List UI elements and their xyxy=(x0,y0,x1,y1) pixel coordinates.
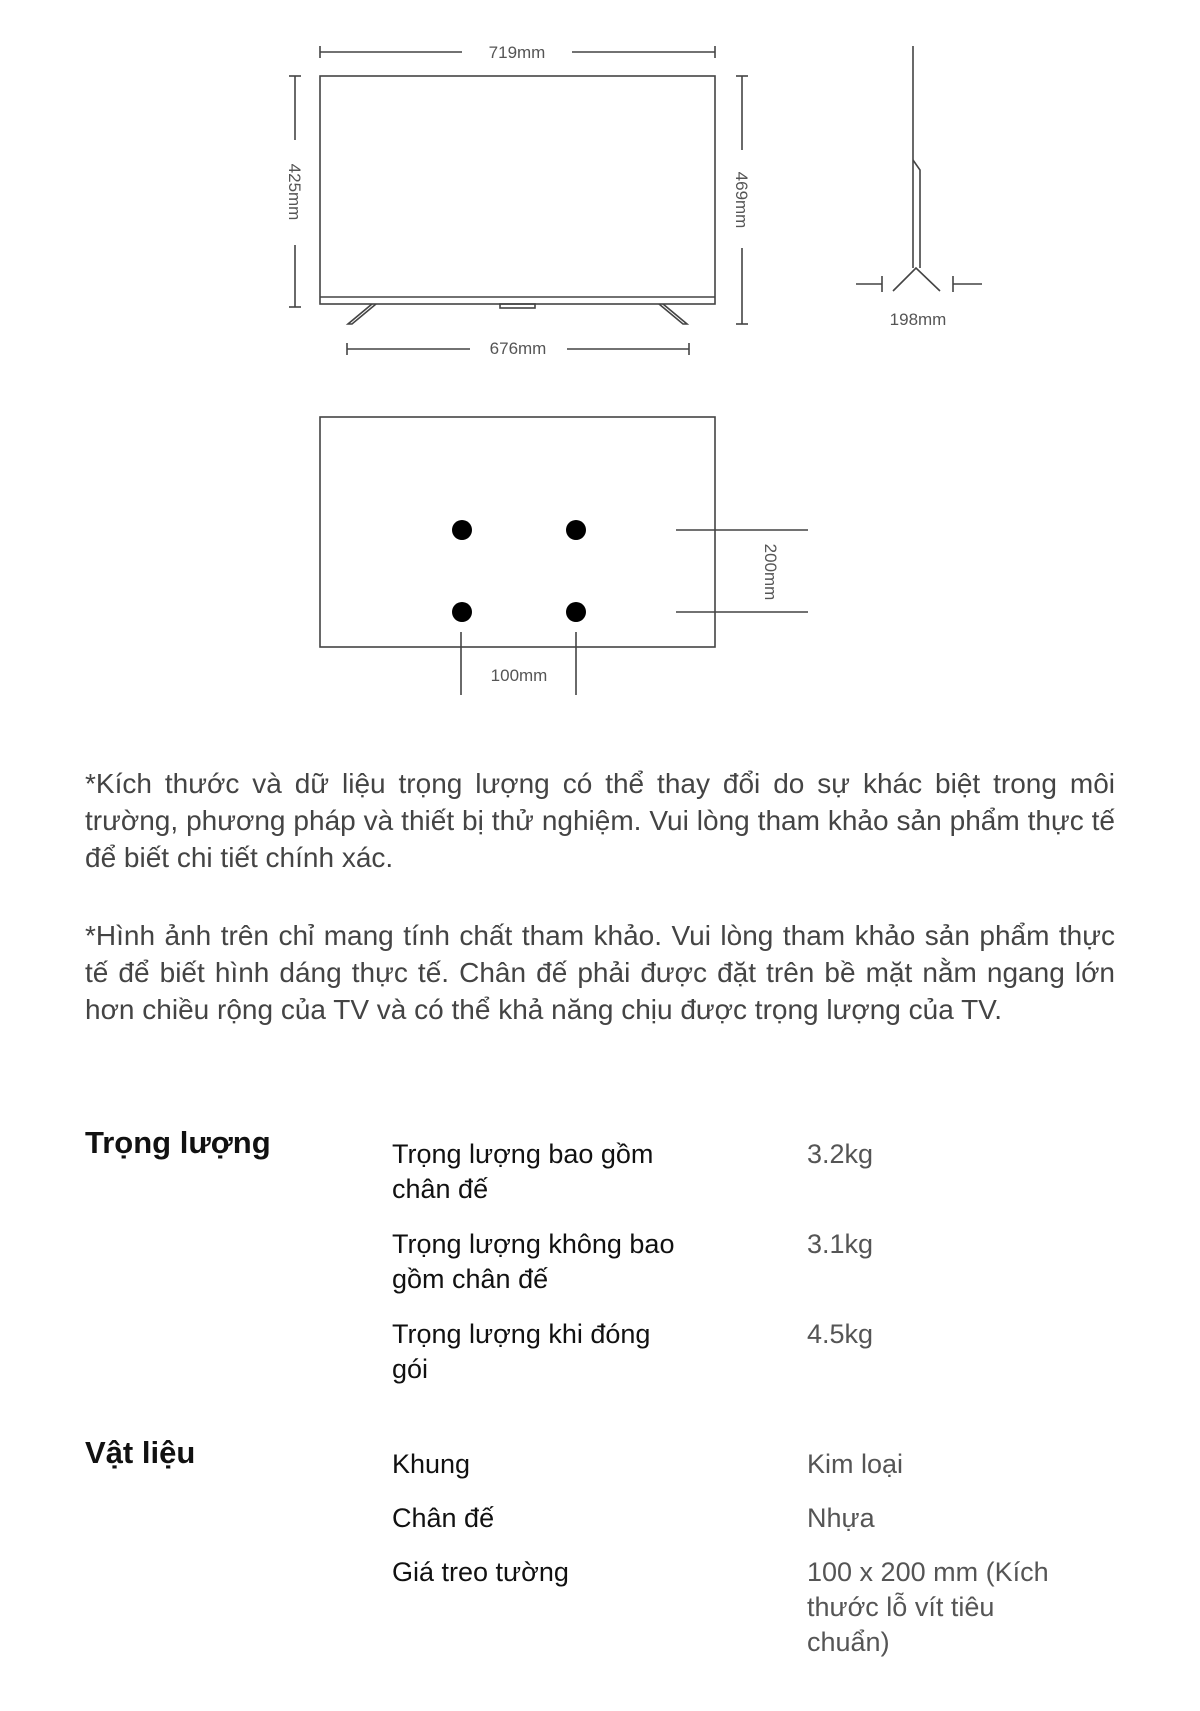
spec-group-title: Trọng lượng xyxy=(85,1125,271,1160)
tv-right-foot xyxy=(659,304,687,324)
spec-label: Trọng lượng không bao gồm chân đế xyxy=(392,1229,675,1294)
spec-value: 100 x 200 mm (Kích thước lỗ vít tiêu chuẩn) xyxy=(807,1557,1049,1657)
stand-span-label: 676mm xyxy=(489,339,547,358)
tv-side-stand xyxy=(893,268,940,291)
dimension-diagram xyxy=(0,0,1200,720)
total-height-label: 469mm xyxy=(732,171,751,229)
spec-value: 3.2kg xyxy=(807,1139,874,1169)
tv-front-outline xyxy=(320,76,715,304)
vesa-horizontal-label: 100mm xyxy=(490,666,548,685)
disclaimer-note-image: *Hình ảnh trên chỉ mang tính chất tham khảo. Vui lòng tham khảo sản phẩm thực tế để biết hình dáng thực tế. Chân đế phải được đặt trên bề mặt nằm ngang lớn hơn chiều rộng của TV và có thể khả năng chịu được trọng lượng của TV. xyxy=(85,920,1115,1025)
front-view xyxy=(289,46,748,355)
spec-table xyxy=(85,1125,1115,1695)
vesa-hole xyxy=(452,520,472,540)
screen-height-label: 425mm xyxy=(285,163,304,221)
vesa-holes xyxy=(452,520,586,622)
tv-logo-bar xyxy=(500,304,535,308)
vesa-vertical-label: 200mm xyxy=(761,543,780,601)
tv-side-back xyxy=(913,160,920,268)
spec-label: Khung xyxy=(392,1449,471,1479)
tv-back-outline xyxy=(320,417,715,647)
spec-group-weight xyxy=(85,1125,1115,1435)
depth-label: 198mm xyxy=(889,310,947,329)
spec-value: 4.5kg xyxy=(807,1319,874,1349)
tv-left-foot xyxy=(348,304,376,324)
spec-label: Chân đế xyxy=(392,1503,495,1533)
spec-label: Giá treo tường xyxy=(392,1557,569,1587)
disclaimer-note-dimensions: *Kích thước và dữ liệu trọng lượng có thể thay đổi do sự khác biệt trong môi trường, phương pháp và thiết bị thử nghiệm. Vui lòng tham khảo sản phẩm thực tế để biết chi tiết chính xác. xyxy=(85,768,1115,873)
spec-group-title: Vật liệu xyxy=(85,1435,196,1470)
side-view xyxy=(856,46,982,292)
spec-value: 3.1kg xyxy=(807,1229,874,1259)
spec-label: Trọng lượng bao gồm chân đế xyxy=(392,1139,654,1204)
spec-value: Kim loại xyxy=(807,1449,904,1479)
spec-value: Nhựa xyxy=(807,1503,875,1533)
spec-group-material xyxy=(85,1435,1115,1695)
vesa-hole xyxy=(452,602,472,622)
spec-label: Trọng lượng khi đóng gói xyxy=(392,1319,651,1384)
vesa-hole xyxy=(566,520,586,540)
back-view xyxy=(320,417,808,695)
width-label: 719mm xyxy=(488,43,546,62)
vesa-hole xyxy=(566,602,586,622)
